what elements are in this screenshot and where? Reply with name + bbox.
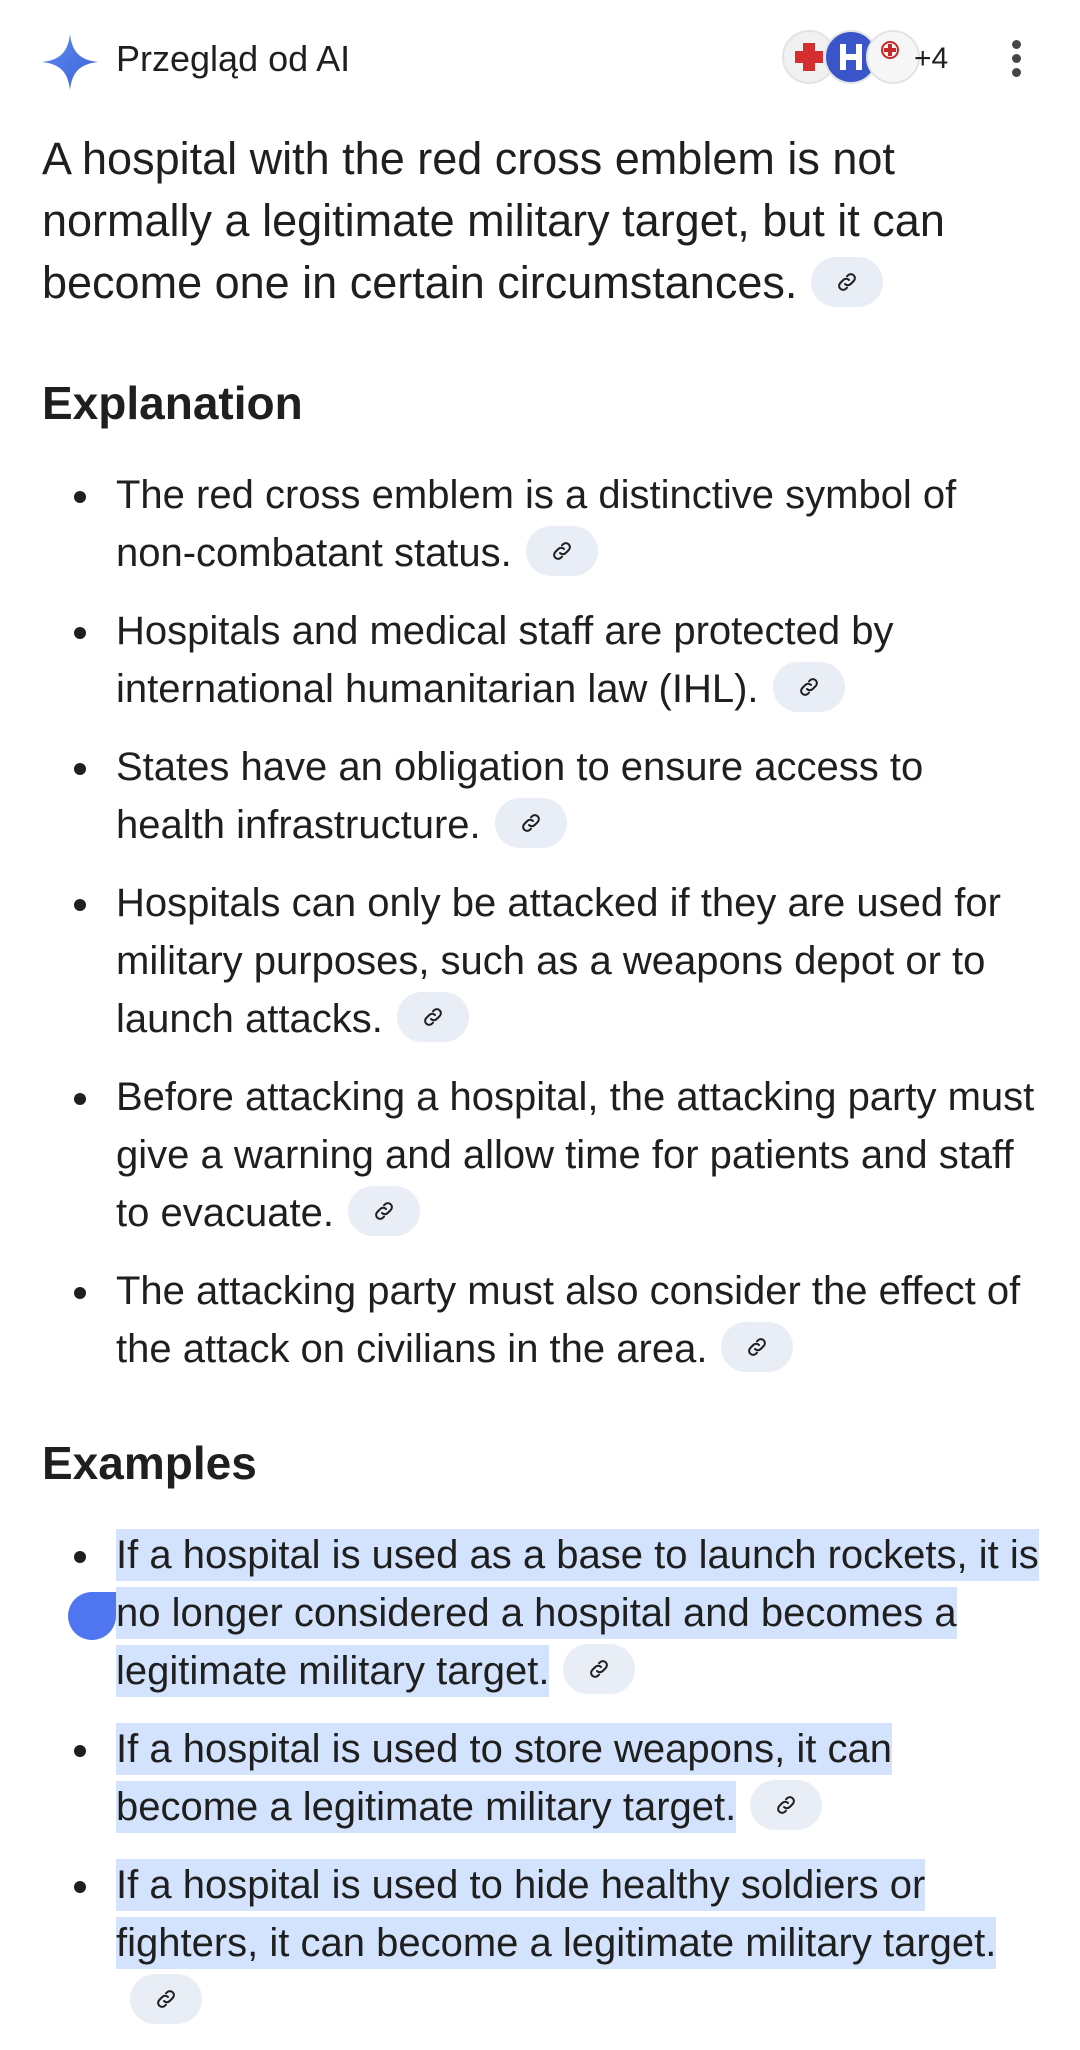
- citation-link-button[interactable]: [750, 1780, 822, 1830]
- citation-link-button[interactable]: [130, 1974, 202, 2024]
- citation-link-button[interactable]: [495, 798, 567, 848]
- selected-text[interactable]: If a hospital is used to hide healthy soldiers or fighters, it can become a legitimate military target.: [116, 1859, 996, 1969]
- list-item-text: Hospitals and medical staff are protected by international humanitarian law (IHL).: [116, 609, 894, 711]
- list-item: [0, 1262, 1080, 1378]
- examples-list: [0, 1526, 1080, 2050]
- bullet: [74, 899, 86, 911]
- link-icon: [154, 1987, 178, 2011]
- link-icon: [587, 1657, 611, 1681]
- link-icon: [835, 270, 859, 294]
- link-icon: [797, 675, 821, 699]
- bullet: [74, 627, 86, 639]
- link-icon: [421, 1005, 445, 1029]
- list-item: [0, 466, 1080, 582]
- citation-link-button[interactable]: [811, 257, 883, 307]
- source-favicons[interactable]: [782, 30, 922, 86]
- citation-link-button[interactable]: [563, 1644, 635, 1694]
- bullet: [74, 1093, 86, 1105]
- selection-start-handle[interactable]: [68, 1592, 116, 1640]
- link-icon: [550, 539, 574, 563]
- icrc-source-icon[interactable]: [866, 30, 920, 84]
- more-sources-count[interactable]: +4: [914, 42, 949, 75]
- bullet: [74, 763, 86, 775]
- citation-link-button[interactable]: [773, 662, 845, 712]
- ai-overview-header: [0, 0, 1080, 118]
- list-item: [0, 874, 1080, 1048]
- header-title: Przegląd od AI: [116, 38, 351, 79]
- list-item-text: Hospitals can only be attacked if they are used for military purposes, such as a weapons depot or to launch attacks.: [116, 881, 1001, 1041]
- section-heading-examples: Examples: [42, 1437, 257, 1489]
- ai-sparkle-icon: [40, 32, 100, 92]
- selected-text[interactable]: If a hospital is used as a base to launch rockets, it is no longer considered a hospital and becomes a legitimate military target.: [116, 1529, 1039, 1697]
- list-item: [0, 1068, 1080, 1242]
- link-icon: [774, 1793, 798, 1817]
- citation-link-button[interactable]: [721, 1322, 793, 1372]
- bullet: [74, 1287, 86, 1299]
- citation-link-button[interactable]: [348, 1186, 420, 1236]
- link-icon: [372, 1199, 396, 1223]
- link-icon: [745, 1335, 769, 1359]
- list-item: [0, 1526, 1080, 1700]
- intro-paragraph: [42, 128, 1032, 314]
- list-item-text: The attacking party must also consider the effect of the attack on civilians in the area.: [116, 1269, 1021, 1371]
- list-item-text: Before attacking a hospital, the attacking party must give a warning and allow time for patients and staff to evacuate.: [116, 1075, 1035, 1235]
- citation-link-button[interactable]: [397, 992, 469, 1042]
- more-vertical-icon[interactable]: [1004, 40, 1028, 80]
- list-item: [0, 602, 1080, 718]
- list-item: [0, 738, 1080, 854]
- intro-text: A hospital with the red cross emblem is not normally a legitimate military target, but it can become one in certain circumstances.: [42, 133, 945, 308]
- list-item: [0, 1720, 1080, 1836]
- bullet: [74, 1551, 86, 1563]
- link-icon: [519, 811, 543, 835]
- selected-text[interactable]: If a hospital is used to store weapons, it can become a legitimate military target.: [116, 1723, 892, 1833]
- bullet: [74, 1881, 86, 1893]
- explanation-list: [0, 466, 1080, 1398]
- citation-link-button[interactable]: [526, 526, 598, 576]
- section-heading-explanation: Explanation: [42, 377, 303, 429]
- bullet: [74, 491, 86, 503]
- list-item-text: The red cross emblem is a distinctive symbol of non-combatant status.: [116, 473, 957, 575]
- list-item-text: States have an obligation to ensure access to health infrastructure.: [116, 745, 924, 847]
- bullet: [74, 1745, 86, 1757]
- list-item: [0, 1856, 1080, 2030]
